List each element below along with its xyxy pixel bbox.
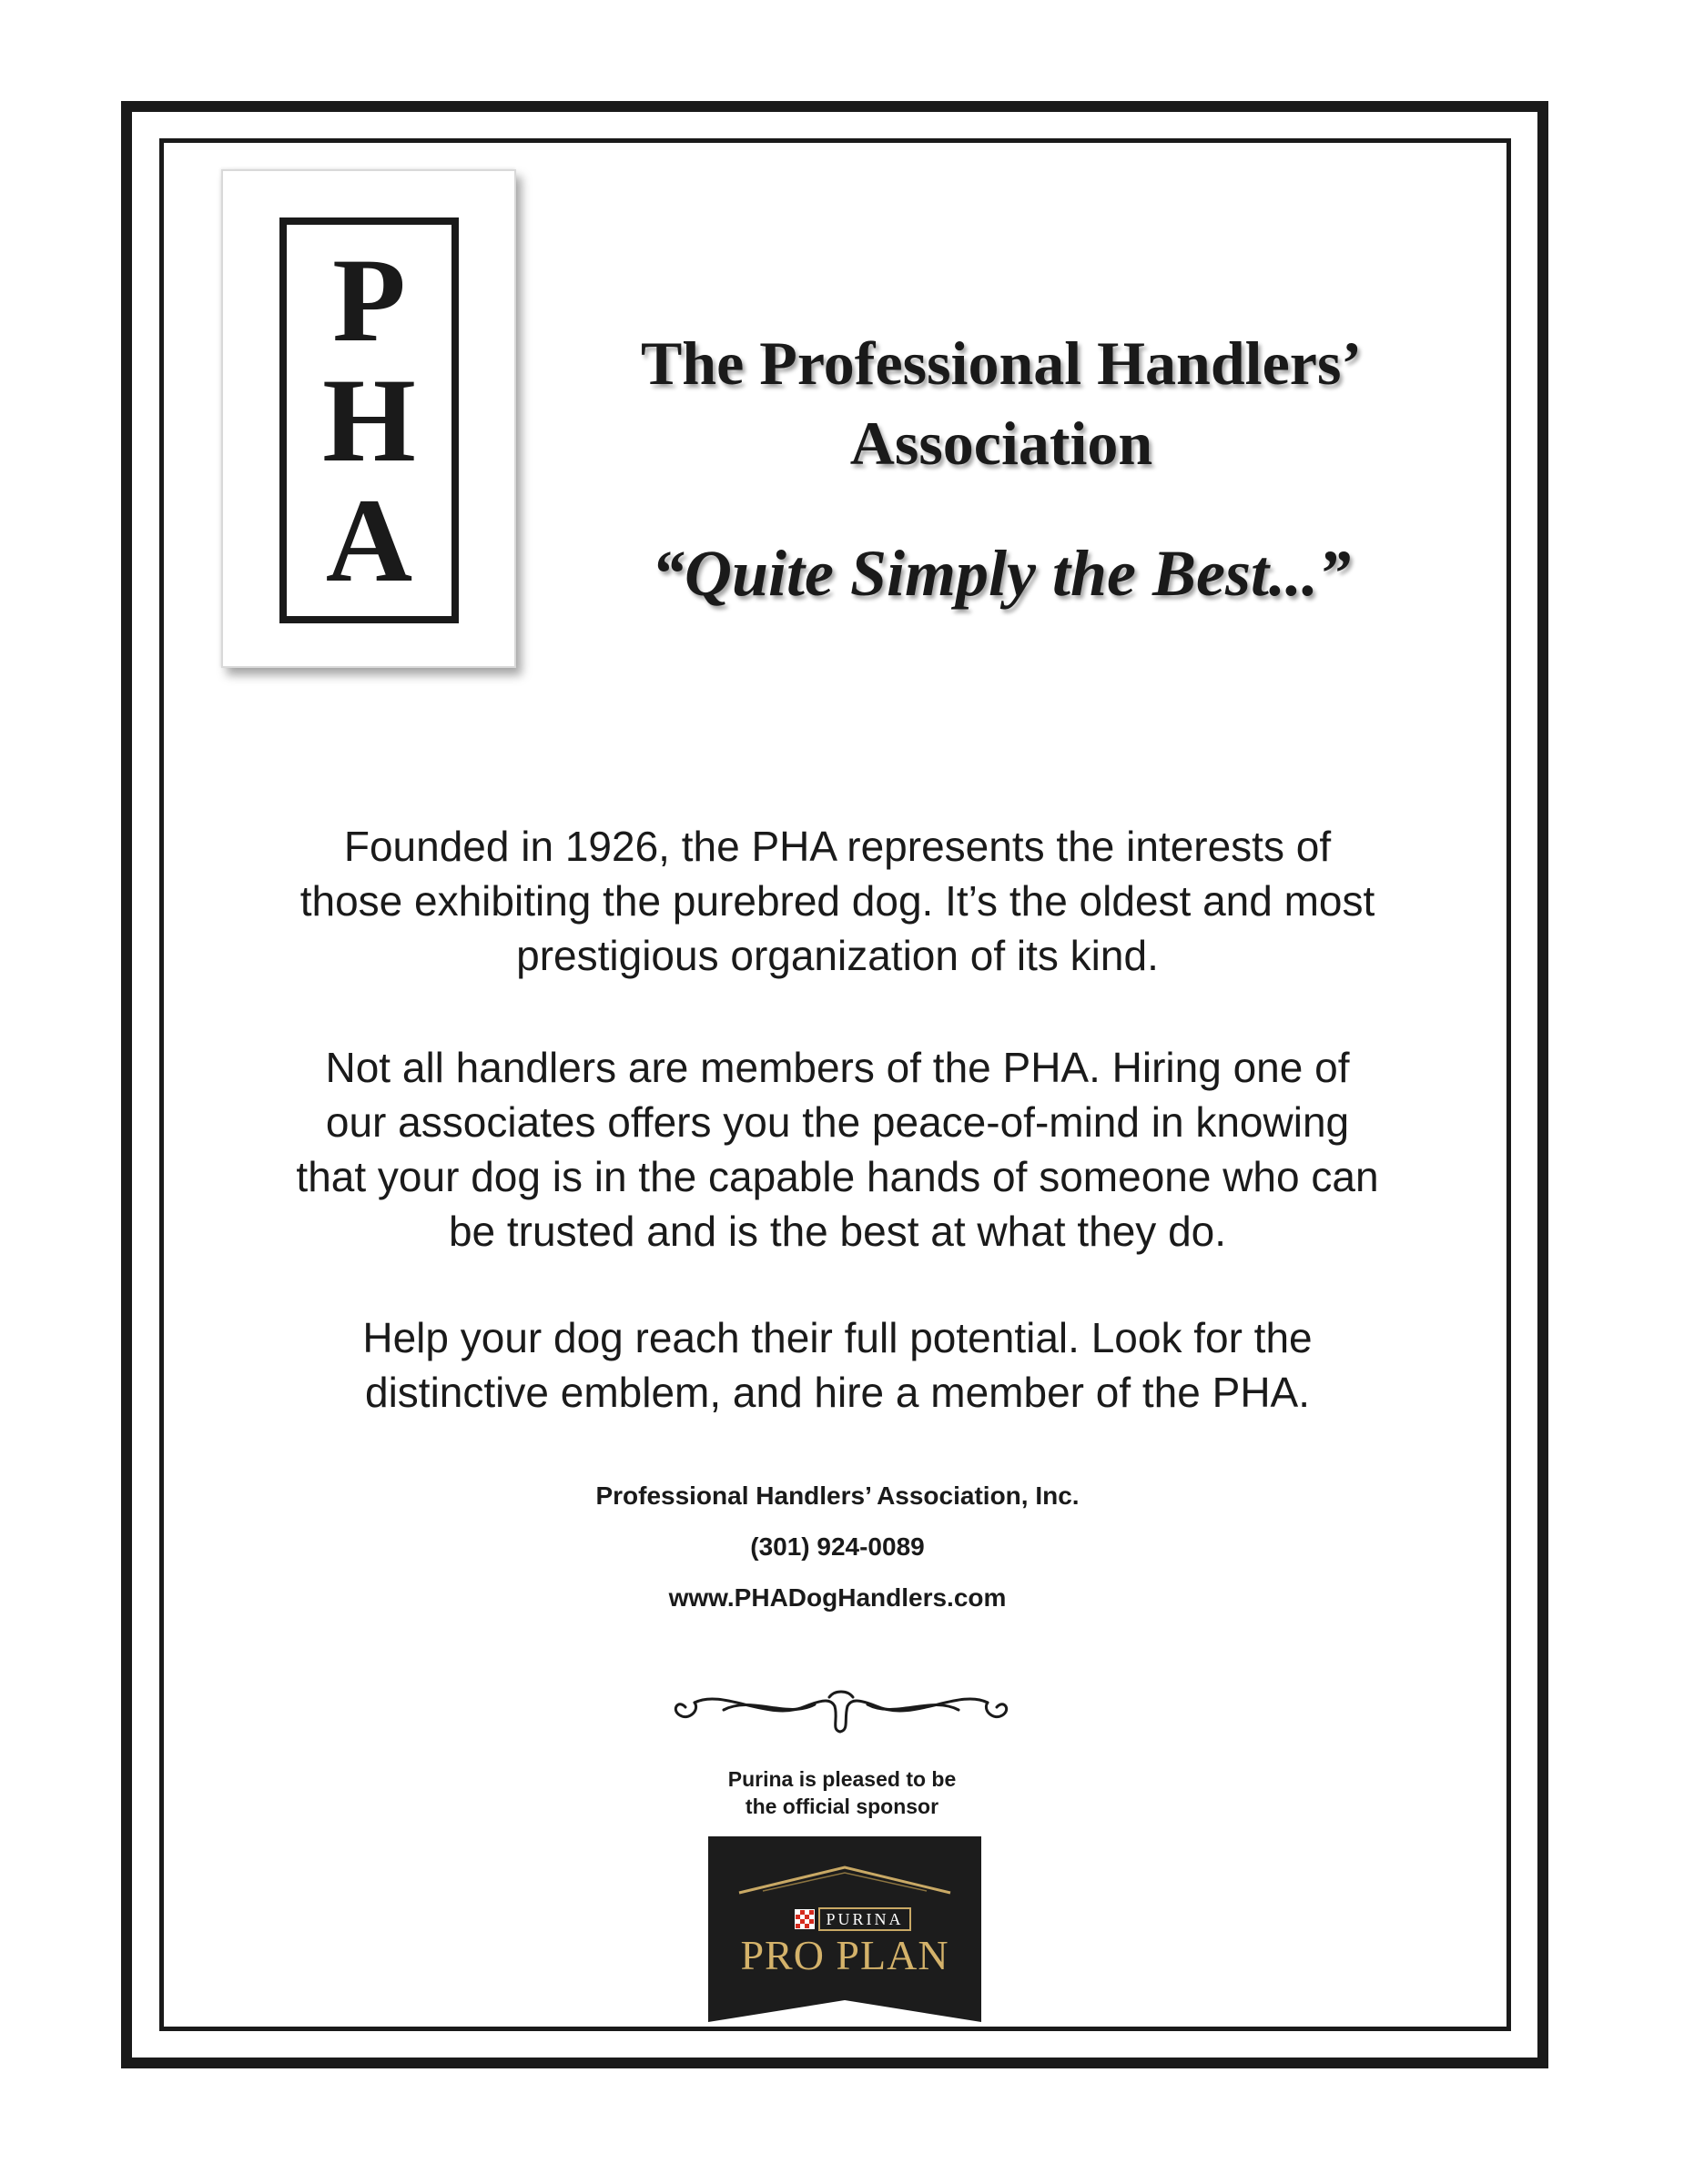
paragraph-line: prestigious organization of its kind. — [516, 932, 1159, 979]
tagline: “Quite Simply the Best...” — [651, 537, 1352, 610]
contact-organization: Professional Handlers’ Association, Inc. — [595, 1481, 1080, 1510]
purina-checkerboard-icon — [795, 1909, 815, 1929]
paragraph-line: Founded in 1926, the PHA represents the interests of — [343, 823, 1332, 870]
sponsor-line-1: Purina is pleased to be — [727, 1767, 957, 1791]
membership-paragraph — [218, 1040, 1456, 1259]
paragraph-line: distinctive emblem, and hire a member of the PHA. — [364, 1369, 1310, 1416]
paragraph-line: Not all handlers are members of the PHA. Hiring one of — [325, 1044, 1350, 1091]
intro-paragraph — [218, 819, 1456, 983]
paragraph-line: Help your dog reach their full potential. Look for the — [362, 1314, 1313, 1361]
title-line-2: Association — [849, 409, 1153, 478]
paragraph-line: that your dog is in the capable hands of someone who can — [296, 1153, 1379, 1200]
purina-brand-label: PURINA — [818, 1907, 910, 1931]
flourish-divider-icon — [669, 1679, 1015, 1735]
paragraph-line: our associates offers you the peace-of-mind in knowing — [325, 1098, 1350, 1146]
paragraph-line: those exhibiting the purebred dog. It’s the oldest and most — [299, 877, 1375, 925]
call-to-action-paragraph — [218, 1310, 1456, 1420]
pha-logo-letter-h: H — [322, 353, 416, 487]
sponsor-line-2: the official sponsor — [745, 1795, 939, 1818]
paragraph-line: be trusted and is the best at what they do. — [448, 1208, 1227, 1255]
pha-logo-frame — [279, 217, 459, 623]
page-title — [546, 323, 1456, 483]
title-line-1: The Professional Handlers’ — [640, 329, 1363, 398]
pro-plan-wordmark: PRO PLAN — [740, 1932, 949, 1978]
sponsor-text — [637, 1765, 1047, 1820]
pha-logo-letter-p: P — [332, 233, 406, 367]
pha-logo — [221, 169, 516, 668]
pha-logo-letter-a: A — [325, 473, 413, 607]
contact-website-link[interactable]: www.PHADogHandlers.com — [668, 1583, 1007, 1612]
purina-wordmark — [776, 1907, 930, 1931]
contact-phone: (301) 924-0089 — [750, 1532, 925, 1561]
